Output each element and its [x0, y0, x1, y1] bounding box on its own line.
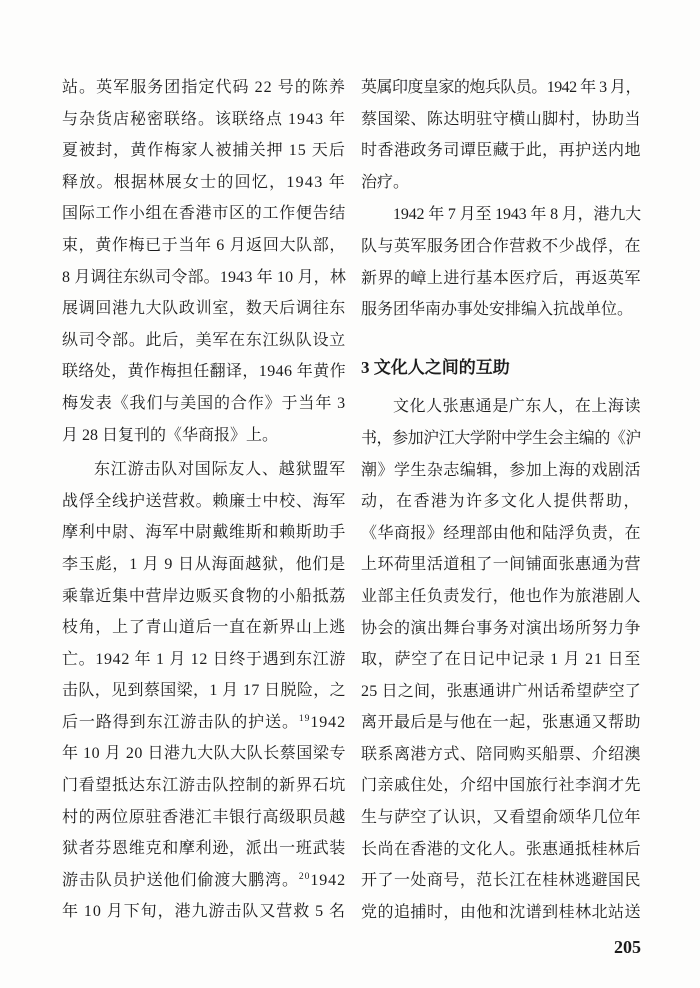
text-line — [62, 388, 346, 420]
line-text: 东江游击队对国际友人、越狱盟军 — [94, 461, 346, 479]
text-segment: 1942 — [310, 871, 346, 889]
text-line — [361, 739, 641, 771]
text-line — [62, 581, 346, 613]
line-text: 1942 年 7 月至 1943 年 8 月，港九大 — [393, 206, 641, 224]
text-line — [361, 613, 641, 645]
line-text: 联系离港方式、陪同购买船票、介绍澳 — [361, 745, 641, 763]
text-line — [361, 104, 641, 136]
paragraph — [361, 72, 641, 198]
line-text: 英属印度皇家的炮兵队员。1942 年 3 月， — [361, 79, 641, 96]
text-line — [62, 486, 346, 518]
text-line — [361, 707, 641, 739]
text-line — [361, 135, 641, 167]
line-text: 8 月调往东纵司令部。1943 年 10 月，林 — [62, 268, 346, 286]
line-text: 与杂货店秘密联络。该联络点 1943 年 — [62, 110, 346, 128]
text-line — [62, 707, 346, 739]
line-text: 25 日之间，张惠通讲广州话希望萨空了 — [361, 682, 641, 700]
line-text: 动，在香港为许多文化人提供帮助， — [361, 493, 641, 511]
line-text — [62, 714, 346, 731]
line-text — [62, 872, 346, 889]
text-line — [62, 72, 346, 104]
text-line — [361, 865, 641, 897]
line-text: 展调回港九大队政训室，数天后调往东 — [62, 300, 346, 318]
line-text: 开了一处商号，范长江在桂林逃避国民 — [361, 872, 641, 890]
line-text: 战俘全线护送营救。赖廉士中校、海军 — [62, 492, 346, 510]
text-line — [62, 738, 346, 770]
text-line — [62, 167, 346, 199]
line-text: 击队，见到蔡国梁，1 月 17 日脱险，之 — [62, 682, 346, 700]
text-line — [361, 802, 641, 834]
text-line — [361, 549, 641, 581]
text-segment: 1942 — [310, 713, 346, 731]
line-text: 亡。1942 年 1 月 12 日终于遇到东江游 — [62, 650, 346, 668]
line-text: 协会的演出舞台事务对演出场所努力争 — [361, 619, 641, 637]
text-line — [361, 834, 641, 866]
paragraph — [361, 199, 641, 325]
text-line — [62, 198, 346, 230]
line-text: 业部主任负责发行，他也作为旅港剧人 — [361, 587, 641, 605]
line-text: 年 10 月下旬，港九游击队又营救 5 名 — [62, 903, 346, 921]
line-text: 时香港政务司谭臣藏于此，再护送内地 — [361, 142, 641, 160]
line-text: 门亲戚住处，介绍中国旅行社李润才先 — [361, 777, 641, 795]
line-text: 书，参加沪江大学附中学生会主编的《沪 — [361, 429, 641, 447]
line-text: 狱者芬恩维克和摩利逊，派出一班武装 — [62, 840, 346, 858]
line-text: 国际工作小组在香港市区的工作便告结 — [62, 205, 346, 223]
line-text: 摩利中尉、海军中尉戴维斯和赖斯助手 — [62, 524, 346, 542]
line-text: 年 10 月 20 日港九大队大队长蔡国梁专 — [62, 745, 346, 763]
text-line — [361, 167, 641, 199]
text-line — [361, 423, 641, 455]
line-text: 释放。根据林展女士的回忆，1943 年 — [62, 173, 346, 191]
text-line — [62, 104, 346, 136]
line-text: 村的两位原驻香港汇丰银行高级职员越 — [62, 808, 346, 826]
text-line — [62, 356, 346, 388]
section-heading: 3 文化人之间的互助 — [361, 357, 510, 377]
text-line — [361, 231, 641, 263]
text-line — [62, 833, 346, 865]
text-line — [62, 420, 346, 452]
text-segment: 游击队员护送他们偷渡大鹏湾。 — [62, 871, 299, 889]
text-line — [62, 454, 346, 486]
line-text: 梅发表《我们与美国的合作》于当年 3 — [62, 394, 346, 412]
text-line — [361, 72, 641, 104]
text-line — [361, 391, 641, 423]
line-text: 服务团华南办事处安排编入抗战单位。 — [361, 301, 634, 319]
text-line — [62, 675, 346, 707]
text-line — [361, 294, 641, 326]
footnote-ref: 20 — [298, 871, 311, 883]
paragraph — [62, 454, 346, 928]
line-text: 站。英军服务团指定代码 22 号的陈养 — [62, 79, 346, 96]
line-text: 束，黄作梅已于当年 6 月返回大队部， — [62, 236, 346, 254]
text-line — [62, 230, 346, 262]
line-text: 潮》学生杂志编辑，参加上海的戏剧活 — [361, 461, 641, 479]
text-line — [62, 802, 346, 834]
text-line — [361, 518, 641, 550]
line-text: 上环荷里活道租了一间铺面张惠通为营 — [361, 556, 641, 574]
text-line — [361, 676, 641, 708]
line-text: 李玉彪，1 月 9 日从海面越狱，他们是 — [62, 555, 346, 573]
right-column — [361, 72, 641, 928]
text-line — [361, 581, 641, 613]
text-line — [361, 897, 641, 929]
line-text: 蔡国梁、陈达明驻守横山脚村，协助当 — [361, 110, 641, 128]
line-text: 月 28 日复刊的《华商报》上。 — [62, 426, 279, 444]
text-line — [361, 770, 641, 802]
text-line — [62, 135, 346, 167]
line-text: 乘靠近集中营岸边贩买食物的小船抵荔 — [62, 587, 346, 605]
line-text: 治疗。 — [361, 173, 410, 191]
text-line — [62, 770, 346, 802]
left-column — [62, 72, 346, 928]
text-line — [361, 486, 641, 518]
line-text: 夏被封，黄作梅家人被捕关押 15 天后 — [62, 142, 346, 160]
line-text: 《华商报》经理部由他和陆浮负责，在 — [361, 524, 641, 542]
paragraph — [361, 391, 641, 928]
text-line — [361, 455, 641, 487]
paragraph — [62, 72, 346, 451]
line-text: 取，萨空了在日记中记录 1 月 21 日至 — [361, 651, 641, 669]
line-text: 长尚在香港的文化人。张惠通抵桂林后 — [361, 840, 641, 858]
text-line — [62, 549, 346, 581]
text-line — [62, 896, 346, 928]
text-line — [62, 612, 346, 644]
text-line — [62, 325, 346, 357]
line-text: 党的追捕时，由他和沈谱到桂林北站送 — [361, 903, 641, 921]
text-line — [62, 517, 346, 549]
text-line — [62, 644, 346, 676]
text-line — [62, 262, 346, 294]
text-line — [62, 293, 346, 325]
text-line — [361, 263, 641, 295]
line-text: 门看望抵达东江游击队控制的新界石坑 — [62, 777, 346, 795]
line-text: 纵司令部。此后，美军在东江纵队设立 — [62, 331, 346, 349]
line-text: 联络处，黄作梅担任翻译，1946 年黄作 — [62, 363, 346, 381]
text-line — [62, 865, 346, 897]
line-text: 生与萨空了认识，又看望俞颂华几位年 — [361, 809, 641, 827]
line-text: 离开最后是与他在一起，张惠通又帮助 — [361, 714, 641, 732]
line-text: 新界的嶂上进行基本医疗后，再返英军 — [361, 269, 641, 287]
line-text: 枝角，上了青山道后一直在新界山上逃 — [62, 619, 346, 637]
page-number: 205 — [614, 937, 641, 957]
line-text: 队与英军服务团合作营救不少战俘，在 — [361, 237, 641, 255]
text-segment: 后一路得到东江游击队的护送。 — [62, 713, 299, 731]
footnote-ref: 19 — [298, 713, 311, 725]
line-text: 文化人张惠通是广东人，在上海读 — [393, 398, 641, 416]
text-line — [361, 644, 641, 676]
text-line — [361, 199, 641, 231]
